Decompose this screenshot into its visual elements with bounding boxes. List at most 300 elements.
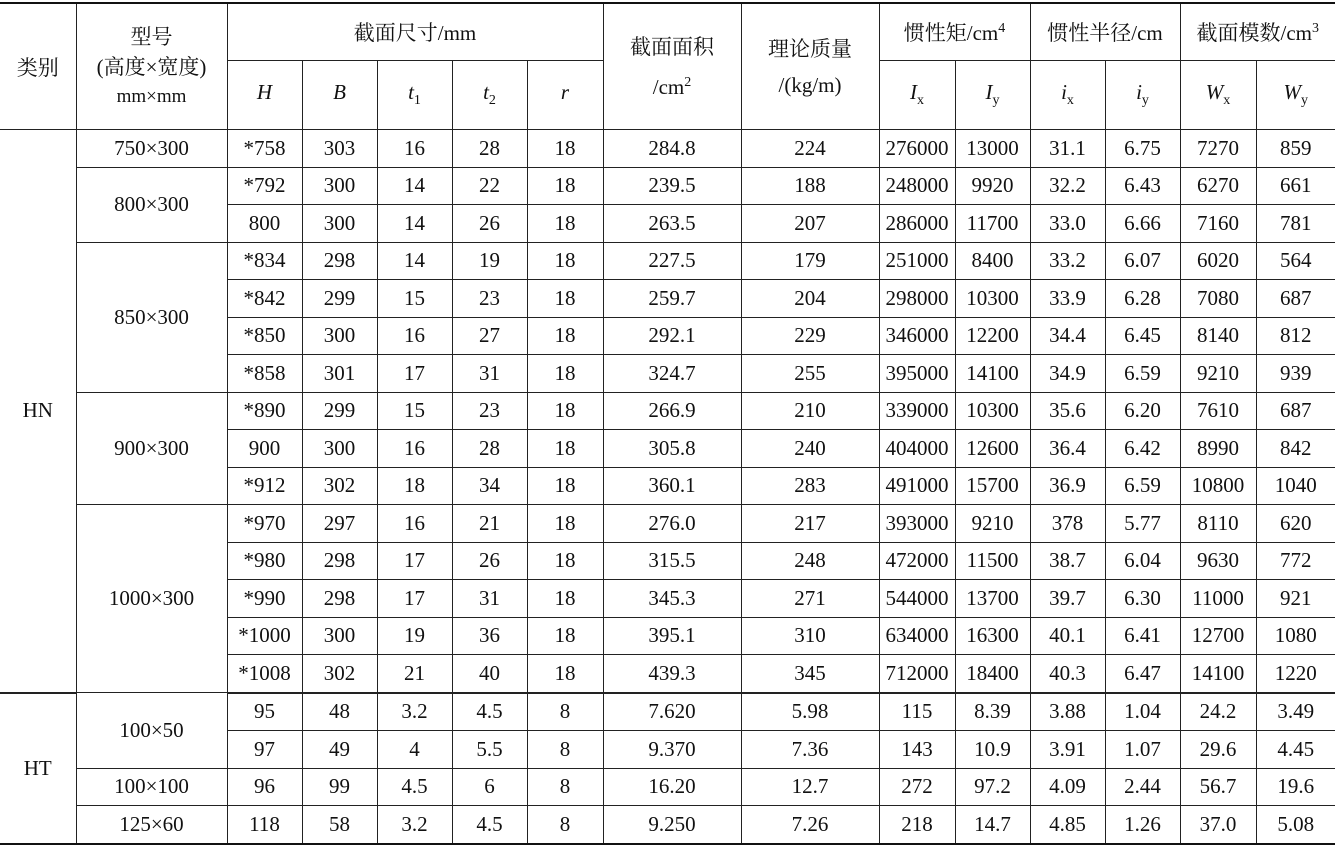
- cell-area: 9.250: [603, 806, 741, 844]
- cell-b: 297: [302, 505, 377, 543]
- cell-t2: 19: [452, 242, 527, 280]
- cell-ry: 6.59: [1105, 467, 1180, 505]
- table-header: [0, 3, 1335, 130]
- cell-iy: 13700: [955, 580, 1030, 618]
- cell-wy: 4.45: [1256, 731, 1335, 769]
- section-dims-header: 截面尺寸/mm: [227, 3, 603, 61]
- cell-ix: 286000: [879, 205, 955, 243]
- model-header: [76, 3, 227, 130]
- cell-t1: 17: [377, 542, 452, 580]
- cell-h: *850: [227, 317, 302, 355]
- dim-header-t2-symbol: $t_2$: [483, 80, 496, 109]
- inertia-unit-exp: 4: [998, 21, 1006, 36]
- cell-t1: 3.2: [377, 806, 452, 844]
- cell-ix: 544000: [879, 580, 955, 618]
- cell-b: 58: [302, 806, 377, 844]
- cell-t2: 21: [452, 505, 527, 543]
- cell-r: 8: [527, 806, 603, 844]
- cell-b: 303: [302, 130, 377, 168]
- cell-rx: 36.4: [1030, 430, 1105, 468]
- cell-rx: 34.9: [1030, 355, 1105, 393]
- cell-wx: 8110: [1180, 505, 1256, 543]
- cell-area: 439.3: [603, 655, 741, 693]
- table-row: [0, 505, 1335, 543]
- cell-t1: 16: [377, 317, 452, 355]
- cell-t2: 31: [452, 580, 527, 618]
- cell-t2: 23: [452, 280, 527, 318]
- cell-t1: 16: [377, 430, 452, 468]
- cell-ry: 1.04: [1105, 693, 1180, 731]
- cell-ry: 1.07: [1105, 731, 1180, 769]
- model-cell: 125×60: [76, 806, 227, 844]
- cell-r: 18: [527, 317, 603, 355]
- table-row: [0, 693, 1335, 731]
- cell-b: 300: [302, 205, 377, 243]
- cell-wy: 661: [1256, 167, 1335, 205]
- cell-mass: 255: [741, 355, 879, 393]
- cell-mass: 12.7: [741, 768, 879, 806]
- cell-ry: 6.04: [1105, 542, 1180, 580]
- mass-header-line2: /(kg/m): [778, 72, 842, 97]
- cell-iy: 14100: [955, 355, 1030, 393]
- cell-h: *980: [227, 542, 302, 580]
- cell-area: 227.5: [603, 242, 741, 280]
- cell-rx: 32.2: [1030, 167, 1105, 205]
- cell-wx: 7080: [1180, 280, 1256, 318]
- cell-wy: 939: [1256, 355, 1335, 393]
- cell-iy: 9210: [955, 505, 1030, 543]
- cell-rx: 3.88: [1030, 693, 1105, 731]
- inertia-header-y: [955, 61, 1030, 130]
- cell-mass: 7.36: [741, 731, 879, 769]
- cell-wy: 19.6: [1256, 768, 1335, 806]
- cell-h: 900: [227, 430, 302, 468]
- table-row: [0, 167, 1335, 205]
- cell-h: *834: [227, 242, 302, 280]
- modulus-header-y-subscript: y: [1301, 93, 1308, 109]
- cell-ix: 276000: [879, 130, 955, 168]
- dim-header-h-symbol: H: [256, 80, 273, 105]
- cell-mass: 188: [741, 167, 879, 205]
- cell-area: 324.7: [603, 355, 741, 393]
- model-cell: 900×300: [76, 392, 227, 505]
- cell-wx: 7160: [1180, 205, 1256, 243]
- model-cell: 1000×300: [76, 505, 227, 693]
- cell-b: 298: [302, 542, 377, 580]
- cell-ix: 251000: [879, 242, 955, 280]
- cell-h: 97: [227, 731, 302, 769]
- cell-ry: 6.66: [1105, 205, 1180, 243]
- cell-r: 18: [527, 655, 603, 693]
- cell-h: *912: [227, 467, 302, 505]
- cell-wy: 859: [1256, 130, 1335, 168]
- category-cell: HN: [0, 130, 76, 693]
- cell-t2: 40: [452, 655, 527, 693]
- cell-iy: 18400: [955, 655, 1030, 693]
- cell-wx: 7270: [1180, 130, 1256, 168]
- cell-wy: 772: [1256, 542, 1335, 580]
- cell-area: 9.370: [603, 731, 741, 769]
- cell-t2: 22: [452, 167, 527, 205]
- cell-wx: 8140: [1180, 317, 1256, 355]
- cell-h: *858: [227, 355, 302, 393]
- cell-rx: 4.09: [1030, 768, 1105, 806]
- cell-b: 302: [302, 467, 377, 505]
- cell-wy: 781: [1256, 205, 1335, 243]
- cell-h: 118: [227, 806, 302, 844]
- cell-r: 8: [527, 731, 603, 769]
- cell-ix: 472000: [879, 542, 955, 580]
- cell-t1: 4: [377, 731, 452, 769]
- cell-mass: 283: [741, 467, 879, 505]
- table-row: [0, 768, 1335, 806]
- cell-wx: 6020: [1180, 242, 1256, 280]
- cell-r: 18: [527, 242, 603, 280]
- cell-mass: 207: [741, 205, 879, 243]
- cell-b: 300: [302, 317, 377, 355]
- table-row: [0, 242, 1335, 280]
- cell-ix: 115: [879, 693, 955, 731]
- cell-h: *890: [227, 392, 302, 430]
- cell-iy: 10300: [955, 392, 1030, 430]
- cell-wy: 1220: [1256, 655, 1335, 693]
- model-cell: 800×300: [76, 167, 227, 242]
- table-row: [0, 392, 1335, 430]
- cell-mass: 229: [741, 317, 879, 355]
- cell-b: 300: [302, 167, 377, 205]
- cell-wy: 620: [1256, 505, 1335, 543]
- cell-ix: 393000: [879, 505, 955, 543]
- section-properties-table: [0, 2, 1335, 845]
- cell-wy: 5.08: [1256, 806, 1335, 844]
- cell-ix: 218: [879, 806, 955, 844]
- radius-header-y-subscript: y: [1141, 93, 1149, 109]
- cell-b: 299: [302, 280, 377, 318]
- cell-r: 18: [527, 167, 603, 205]
- cell-ry: 1.26: [1105, 806, 1180, 844]
- modulus-header: [1180, 3, 1335, 61]
- cell-iy: 13000: [955, 130, 1030, 168]
- cell-wy: 1040: [1256, 467, 1335, 505]
- cell-rx: 33.0: [1030, 205, 1105, 243]
- cell-area: 345.3: [603, 580, 741, 618]
- cell-wx: 12700: [1180, 617, 1256, 655]
- radius-header-y: [1105, 61, 1180, 130]
- cell-h: 800: [227, 205, 302, 243]
- model-header-line3: mm×mm: [116, 85, 187, 107]
- table-row: [0, 130, 1335, 168]
- cell-iy: 12600: [955, 430, 1030, 468]
- cell-t2: 5.5: [452, 731, 527, 769]
- cell-ry: 6.43: [1105, 167, 1180, 205]
- cell-area: 305.8: [603, 430, 741, 468]
- cell-r: 18: [527, 205, 603, 243]
- cell-iy: 10300: [955, 280, 1030, 318]
- model-cell: 100×50: [76, 693, 227, 769]
- radius-header-y-symbol: $i_y$: [1136, 80, 1149, 109]
- cell-h: *1000: [227, 617, 302, 655]
- cell-iy: 11700: [955, 205, 1030, 243]
- cell-ix: 248000: [879, 167, 955, 205]
- modulus-unit: 截面模数/cm: [1196, 21, 1312, 45]
- cell-h: 95: [227, 693, 302, 731]
- cell-wy: 564: [1256, 242, 1335, 280]
- cell-area: 360.1: [603, 467, 741, 505]
- cell-b: 49: [302, 731, 377, 769]
- cell-rx: 31.1: [1030, 130, 1105, 168]
- cell-ix: 298000: [879, 280, 955, 318]
- cell-rx: 40.1: [1030, 617, 1105, 655]
- modulus-header-x: [1180, 61, 1256, 130]
- cell-rx: 38.7: [1030, 542, 1105, 580]
- cell-area: 395.1: [603, 617, 741, 655]
- cell-t1: 3.2: [377, 693, 452, 731]
- cell-wy: 687: [1256, 280, 1335, 318]
- cell-area: 263.5: [603, 205, 741, 243]
- cell-h: *1008: [227, 655, 302, 693]
- dim-header-t1-subscript: 1: [413, 93, 421, 109]
- modulus-header-x-subscript: x: [1223, 93, 1231, 109]
- cell-b: 298: [302, 242, 377, 280]
- cell-wx: 9630: [1180, 542, 1256, 580]
- cell-t2: 36: [452, 617, 527, 655]
- category-cell: HT: [0, 693, 76, 844]
- cell-rx: 3.91: [1030, 731, 1105, 769]
- cell-t2: 4.5: [452, 806, 527, 844]
- cell-t2: 31: [452, 355, 527, 393]
- cell-ix: 339000: [879, 392, 955, 430]
- dim-header-t2-subscript: 2: [488, 93, 496, 109]
- cell-t2: 23: [452, 392, 527, 430]
- cell-wx: 7610: [1180, 392, 1256, 430]
- cell-area: 276.0: [603, 505, 741, 543]
- cell-t1: 14: [377, 205, 452, 243]
- cell-t2: 6: [452, 768, 527, 806]
- cell-ry: 2.44: [1105, 768, 1180, 806]
- cell-wx: 9210: [1180, 355, 1256, 393]
- area-unit-exp: 2: [684, 74, 692, 90]
- cell-b: 299: [302, 392, 377, 430]
- cell-ix: 395000: [879, 355, 955, 393]
- cell-r: 18: [527, 580, 603, 618]
- cell-wx: 24.2: [1180, 693, 1256, 731]
- model-header-line2: (高度×宽度): [96, 54, 207, 79]
- cell-ry: 6.41: [1105, 617, 1180, 655]
- cell-wx: 14100: [1180, 655, 1256, 693]
- cell-mass: 248: [741, 542, 879, 580]
- cell-ry: 5.77: [1105, 505, 1180, 543]
- cell-t2: 26: [452, 205, 527, 243]
- cell-t1: 14: [377, 242, 452, 280]
- cell-t1: 15: [377, 392, 452, 430]
- cell-mass: 210: [741, 392, 879, 430]
- cell-area: 284.8: [603, 130, 741, 168]
- cell-iy: 11500: [955, 542, 1030, 580]
- cell-ry: 6.28: [1105, 280, 1180, 318]
- dim-header-b: [302, 61, 377, 130]
- cell-r: 18: [527, 355, 603, 393]
- cell-wy: 1080: [1256, 617, 1335, 655]
- radius-header-x-symbol: $i_x$: [1061, 80, 1074, 109]
- area-header: [603, 3, 741, 130]
- dim-header-b-symbol: B: [333, 80, 346, 105]
- table-body: [0, 130, 1335, 844]
- cell-ix: 143: [879, 731, 955, 769]
- cell-ry: 6.07: [1105, 242, 1180, 280]
- cell-b: 48: [302, 693, 377, 731]
- cell-mass: 204: [741, 280, 879, 318]
- cell-iy: 8.39: [955, 693, 1030, 731]
- cell-wx: 6270: [1180, 167, 1256, 205]
- cell-h: *758: [227, 130, 302, 168]
- cell-rx: 40.3: [1030, 655, 1105, 693]
- radius-header-x: [1030, 61, 1105, 130]
- cell-rx: 39.7: [1030, 580, 1105, 618]
- cell-rx: 33.9: [1030, 280, 1105, 318]
- cell-r: 18: [527, 505, 603, 543]
- dim-header-t2: [452, 61, 527, 130]
- cell-t1: 21: [377, 655, 452, 693]
- cell-wy: 921: [1256, 580, 1335, 618]
- cell-area: 315.5: [603, 542, 741, 580]
- cell-b: 300: [302, 617, 377, 655]
- cell-h: *970: [227, 505, 302, 543]
- area-header-line2: [604, 65, 741, 105]
- cell-h: *792: [227, 167, 302, 205]
- cell-rx: 33.2: [1030, 242, 1105, 280]
- model-cell: 750×300: [76, 130, 227, 168]
- cell-t1: 14: [377, 167, 452, 205]
- cell-area: 239.5: [603, 167, 741, 205]
- cell-r: 18: [527, 392, 603, 430]
- model-cell: 850×300: [76, 242, 227, 392]
- cell-ix: 272: [879, 768, 955, 806]
- cell-mass: 5.98: [741, 693, 879, 731]
- cell-wy: 812: [1256, 317, 1335, 355]
- cell-wx: 10800: [1180, 467, 1256, 505]
- cell-r: 18: [527, 467, 603, 505]
- model-header-line1: 型号: [130, 24, 173, 49]
- table-row: [0, 806, 1335, 844]
- cell-t1: 4.5: [377, 768, 452, 806]
- cell-r: 18: [527, 130, 603, 168]
- cell-h: *990: [227, 580, 302, 618]
- cell-h: *842: [227, 280, 302, 318]
- cell-area: 7.620: [603, 693, 741, 731]
- cell-wx: 56.7: [1180, 768, 1256, 806]
- cell-mass: 217: [741, 505, 879, 543]
- inertia-header: [879, 3, 1030, 61]
- inertia-unit: 惯性矩/cm: [903, 21, 999, 45]
- cell-t2: 34: [452, 467, 527, 505]
- cell-h: 96: [227, 768, 302, 806]
- cell-iy: 14.7: [955, 806, 1030, 844]
- modulus-unit-exp: 3: [1312, 21, 1319, 36]
- cell-area: 259.7: [603, 280, 741, 318]
- area-unit: /cm: [652, 74, 685, 99]
- cell-t2: 4.5: [452, 693, 527, 731]
- cell-t2: 26: [452, 542, 527, 580]
- cell-rx: 378: [1030, 505, 1105, 543]
- cell-t1: 19: [377, 617, 452, 655]
- cell-b: 99: [302, 768, 377, 806]
- cell-wy: 3.49: [1256, 693, 1335, 731]
- cell-ix: 491000: [879, 467, 955, 505]
- cell-r: 8: [527, 693, 603, 731]
- inertia-header-x-symbol: $I_x$: [910, 80, 924, 109]
- cell-t2: 28: [452, 430, 527, 468]
- cell-iy: 8400: [955, 242, 1030, 280]
- dim-header-t1: [377, 61, 452, 130]
- cell-rx: 34.4: [1030, 317, 1105, 355]
- cell-t2: 28: [452, 130, 527, 168]
- cell-ix: 346000: [879, 317, 955, 355]
- cell-t1: 17: [377, 355, 452, 393]
- mass-header-line1: 理论质量: [768, 36, 852, 61]
- radius-header: 惯性半径/cm: [1030, 3, 1180, 61]
- cell-b: 301: [302, 355, 377, 393]
- cell-wx: 8990: [1180, 430, 1256, 468]
- cell-mass: 310: [741, 617, 879, 655]
- cell-iy: 10.9: [955, 731, 1030, 769]
- cell-ry: 6.42: [1105, 430, 1180, 468]
- cell-b: 300: [302, 430, 377, 468]
- cell-wy: 842: [1256, 430, 1335, 468]
- cell-t2: 27: [452, 317, 527, 355]
- cell-r: 8: [527, 768, 603, 806]
- cell-ry: 6.20: [1105, 392, 1180, 430]
- dim-header-h: [227, 61, 302, 130]
- modulus-header-y: [1256, 61, 1335, 130]
- modulus-header-x-symbol: $W_x$: [1205, 80, 1231, 109]
- cell-wy: 687: [1256, 392, 1335, 430]
- cell-mass: 240: [741, 430, 879, 468]
- inertia-header-y-subscript: y: [992, 93, 1000, 109]
- cell-ix: 712000: [879, 655, 955, 693]
- cell-ry: 6.47: [1105, 655, 1180, 693]
- cell-ix: 634000: [879, 617, 955, 655]
- cell-t1: 18: [377, 467, 452, 505]
- cell-area: 292.1: [603, 317, 741, 355]
- cell-t1: 17: [377, 580, 452, 618]
- cell-b: 302: [302, 655, 377, 693]
- cell-mass: 271: [741, 580, 879, 618]
- category-header: 类别: [0, 3, 76, 130]
- cell-rx: 4.85: [1030, 806, 1105, 844]
- cell-iy: 16300: [955, 617, 1030, 655]
- cell-b: 298: [302, 580, 377, 618]
- cell-r: 18: [527, 617, 603, 655]
- radius-header-x-subscript: x: [1066, 93, 1074, 109]
- cell-ry: 6.45: [1105, 317, 1180, 355]
- cell-ix: 404000: [879, 430, 955, 468]
- cell-wx: 29.6: [1180, 731, 1256, 769]
- cell-iy: 15700: [955, 467, 1030, 505]
- cell-iy: 9920: [955, 167, 1030, 205]
- inertia-header-x-subscript: x: [917, 93, 924, 109]
- cell-r: 18: [527, 430, 603, 468]
- cell-iy: 12200: [955, 317, 1030, 355]
- cell-ry: 6.59: [1105, 355, 1180, 393]
- area-header-line1: 截面面积: [630, 34, 714, 59]
- cell-mass: 7.26: [741, 806, 879, 844]
- cell-rx: 35.6: [1030, 392, 1105, 430]
- cell-rx: 36.9: [1030, 467, 1105, 505]
- dim-header-r: [527, 61, 603, 130]
- cell-t1: 15: [377, 280, 452, 318]
- cell-mass: 179: [741, 242, 879, 280]
- cell-mass: 224: [741, 130, 879, 168]
